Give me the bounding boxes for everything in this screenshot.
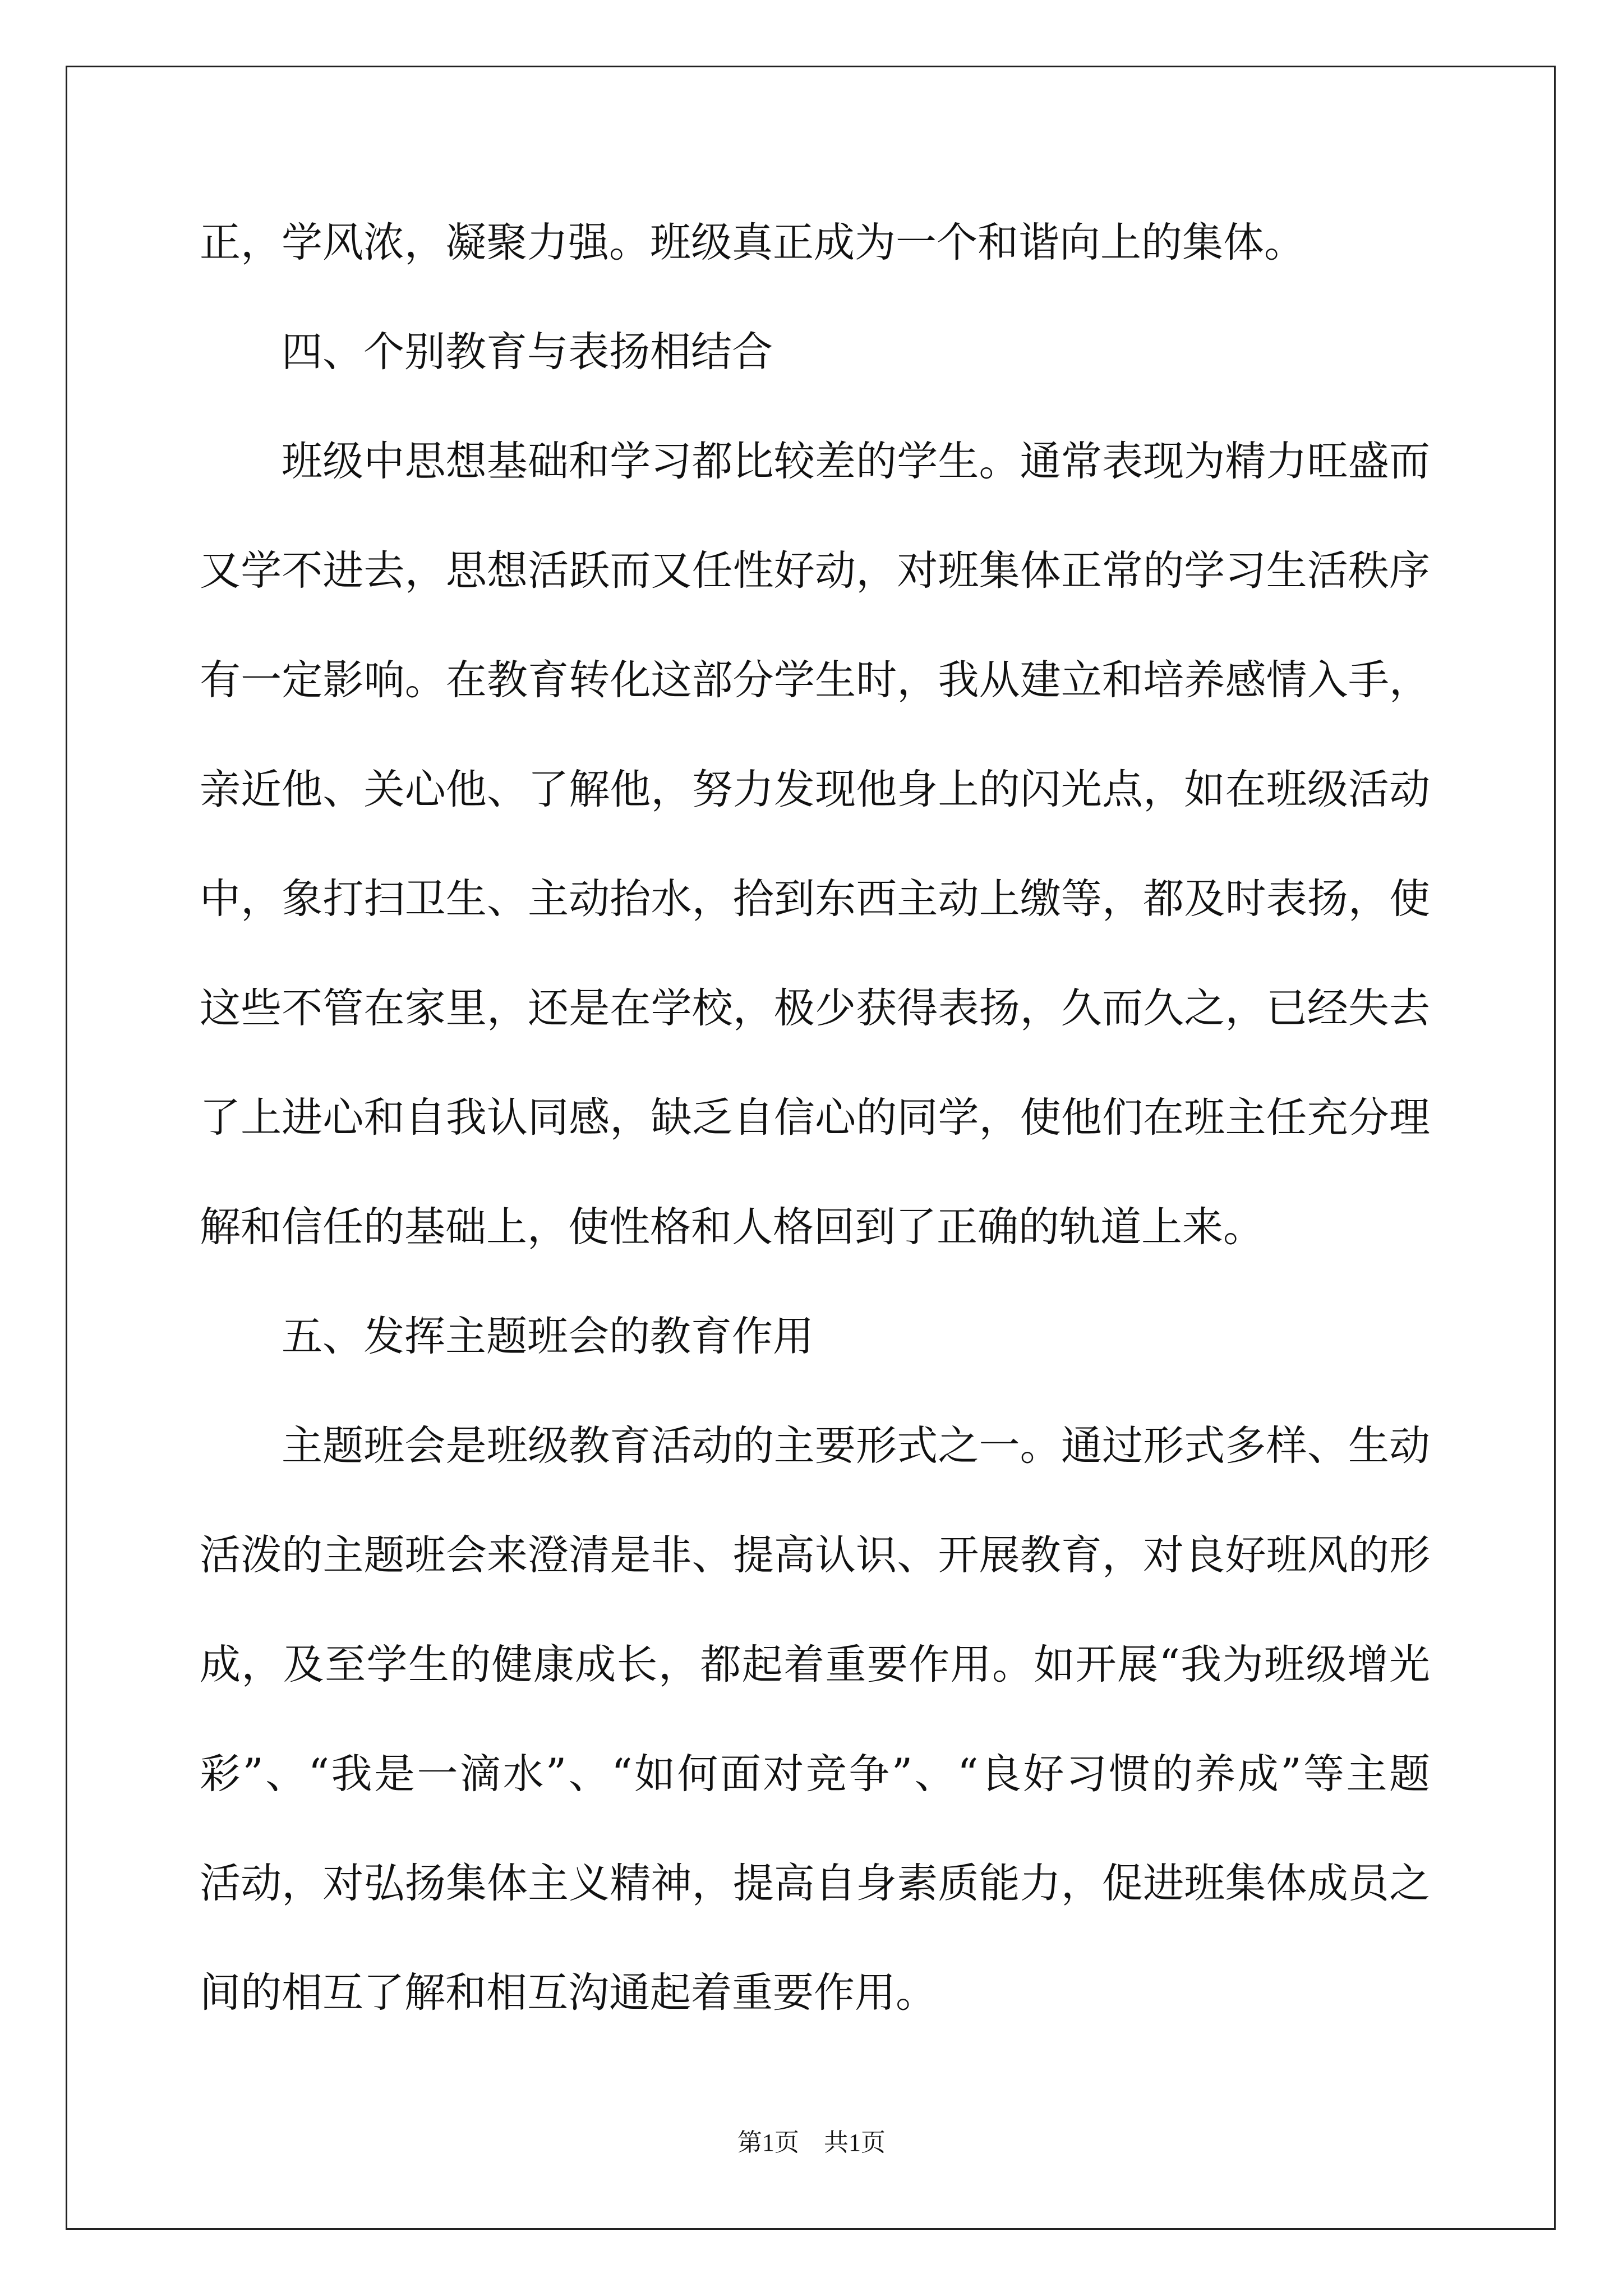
paragraph-line: 间的相互了解和相互沟通起着重要作用。 xyxy=(200,1969,937,2017)
paragraph-continuation-line: 正，学风浓，凝聚力强。班级真正成为一个和谐向上的集体。 xyxy=(200,219,1305,266)
paragraph-line: 活动，对弘扬集体主义精神，提高自身素质能力，促进班集体成员之 xyxy=(200,1860,1430,1907)
paragraph-line: 又学不进去，思想活跃而又任性好动，对班集体正常的学习生活秩序 xyxy=(200,547,1430,595)
paragraph-line: 班级中思想基础和学习都比较差的学生。通常表现为精力旺盛而 xyxy=(282,438,1430,485)
paragraph-line: 彩”、“我是一滴水”、“如何面对竞争”、“良好习惯的养成”等主题 xyxy=(200,1750,1430,1798)
paragraph-line: 了上进心和自我认同感，缺乏自信心的同学，使他们在班主任充分理 xyxy=(200,1094,1430,1142)
paragraph-line: 有一定影响。在教育转化这部分学生时，我从建立和培养感情入手， xyxy=(200,656,1430,704)
paragraph-line: 主题班会是班级教育活动的主要形式之一。通过形式多样、生动 xyxy=(282,1422,1430,1470)
paragraph-line: 活泼的主题班会来澄清是非、提高认识、开展教育，对良好班风的形 xyxy=(200,1531,1430,1579)
paragraph-line: 中，象打扫卫生、主动抬水，拾到东西主动上缴等，都及时表扬，使 xyxy=(200,875,1430,923)
paragraph-line: 亲近他、关心他、了解他，努力发现他身上的闪光点，如在班级活动 xyxy=(200,766,1430,813)
paragraph-line: 这些不管在家里，还是在学校，极少获得表扬，久而久之，已经失去 xyxy=(200,984,1430,1032)
page-number-footer: 第1页 共1页 xyxy=(737,2129,886,2156)
section-heading-4: 四、个别教育与表扬相结合 xyxy=(282,328,773,376)
paragraph-line: 解和信任的基础上，使性格和人格回到了正确的轨道上来。 xyxy=(200,1203,1264,1251)
paragraph-line: 成，及至学生的健康成长，都起着重要作用。如开展“我为班级增光 xyxy=(200,1641,1430,1688)
section-heading-5: 五、发挥主题班会的教育作用 xyxy=(282,1313,814,1360)
